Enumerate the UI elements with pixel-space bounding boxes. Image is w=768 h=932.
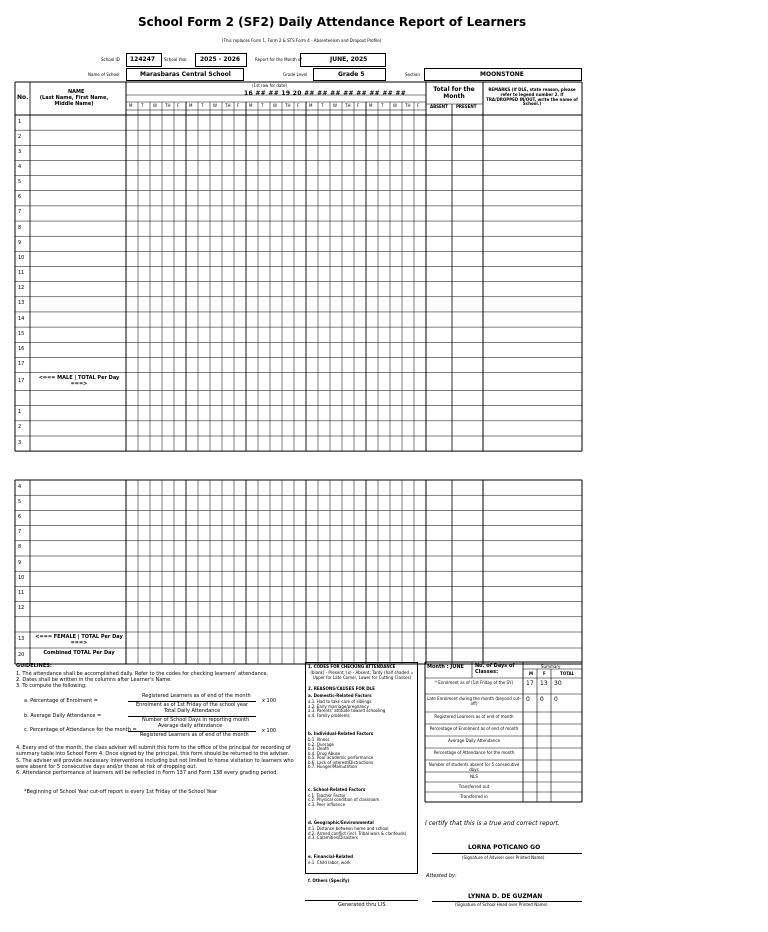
reason-item: c.1. Teacher Factor: [308, 792, 346, 798]
reason-item: b.2. Overage: [308, 741, 334, 747]
row-number: 11: [18, 270, 25, 277]
day-header-m: M: [129, 103, 133, 108]
summary-row-label: Percentage of Attendance for the month: [433, 750, 515, 755]
school-year-value: 2025 - 2026: [200, 56, 241, 63]
reason-group-heading: a. Domestic-Related Factors: [308, 693, 372, 698]
row-number: 9: [18, 239, 22, 246]
row-number: 12: [18, 285, 25, 292]
row-number: 10: [18, 574, 25, 581]
formula-c-x100: x 100: [262, 728, 277, 734]
formula-b-num: Total Daily Attendance: [164, 708, 221, 714]
report-month-value: JUNE, 2025: [330, 56, 368, 63]
row-number: 2: [18, 133, 22, 140]
row-number: 4: [18, 164, 22, 171]
generated-text: Generated thru LIS: [338, 902, 386, 908]
absent-header: ABSENT: [430, 104, 448, 109]
form-subtitle: (This replaces Form 1, Form 2 & STS Form 4 - Absenteeism and Dropout Profile): [222, 38, 382, 43]
row-number: 16: [18, 345, 25, 352]
reason-group-heading: d. Geographic/Environmental: [308, 820, 374, 825]
day-header-w: W: [213, 103, 217, 108]
adviser-line: [432, 853, 582, 854]
summary-total: TOTAL: [560, 671, 575, 676]
guideline-1: 1. The attendance shall be accomplished daily. Refer to the codes for checking learners' attendance.: [16, 671, 269, 677]
reason-item: e.1. Child labor, work: [308, 859, 351, 865]
formula-c-num: Average daily attendance: [158, 723, 223, 729]
day-header-w: W: [393, 103, 397, 108]
female-total-label: <=== FEMALE | TOTAL Per Day ===>: [35, 634, 123, 646]
row-number: 5: [18, 498, 22, 505]
formula-a-x100: x 100: [262, 698, 277, 704]
day-header-m: M: [369, 103, 373, 108]
guideline-footnote: *Beginning of School Year cut-off report is every 1st Friday of the School Year: [24, 789, 218, 795]
day-header-t: T: [381, 103, 384, 108]
total-month-header: Total for the Month: [433, 86, 475, 101]
guideline-5: 5. The adviser will provide necessary interventions including but not limited to home visitation to learners who were absent for 5 consecutive days and/or those at risk of dropping out.: [16, 758, 294, 770]
summary-value-m: 0: [526, 696, 530, 703]
reason-group-heading: f. Others (Specify): [308, 878, 350, 883]
row-number: 15: [18, 330, 25, 337]
day-header-t: T: [261, 103, 264, 108]
school-id-label: School ID: [101, 57, 120, 62]
row-number: 1: [18, 118, 22, 125]
combined-total-label: Combined TOTAL Per Day: [43, 650, 115, 656]
school-name-label: Name of School: [88, 72, 120, 77]
day-header-f: F: [237, 103, 240, 108]
summary-title: Summary: [541, 664, 561, 669]
section-value: MOONSTONE: [480, 71, 524, 78]
day-header-w: W: [273, 103, 277, 108]
summary-days-label: No. of Days of Classes:: [475, 663, 515, 675]
row-number: 12: [18, 605, 25, 612]
day-header-t: T: [141, 103, 144, 108]
summary-month: Month : JUNE: [427, 664, 464, 670]
reason-item: a.3. Parents' attitude toward schooling: [308, 708, 386, 713]
row-number: 10: [18, 254, 25, 261]
day-header-th: TH: [285, 103, 291, 108]
summary-row-label: Registered Learners as of end of month: [434, 714, 514, 719]
row-number: 2: [18, 424, 22, 431]
reason-item: c.2. Physical condition of classroom: [308, 797, 380, 802]
reason-item: b.3. Death: [308, 746, 329, 751]
report-month-label: Report for the Month of: [255, 57, 302, 62]
reason-group-heading: e. Financial-Related: [308, 853, 353, 859]
certify-text: I certify that this is a true and correct report.: [425, 820, 560, 827]
adviser-name: LORNA POTICANO GO: [468, 844, 541, 851]
grade-label: Grade Level: [283, 72, 308, 77]
reason-item: a.2. Early marriage/pregnancy: [308, 703, 369, 709]
row-number: 7: [18, 529, 22, 536]
row-number: 11: [18, 590, 25, 596]
formula-c-den: Registered Learners as of end of the month: [140, 732, 249, 738]
row-number: 3: [18, 148, 22, 155]
reason-item: b.5. Poor academic performance: [308, 755, 374, 760]
row-number: 1: [18, 409, 22, 416]
row-number: 13: [18, 300, 25, 307]
summary-value-t: 30: [554, 680, 562, 687]
summary-value-f: 13: [540, 680, 548, 687]
row-number: 8: [18, 544, 22, 551]
summary-row-label: Percentage of Enrolment as of end of month: [429, 726, 519, 731]
row-number: 20: [18, 652, 25, 658]
day-header-t: T: [321, 103, 324, 108]
day-header-f: F: [177, 103, 180, 108]
reason-item: a.4. Family problems: [308, 712, 350, 718]
reason-item: b.6. Lack of interest/Distractions: [308, 759, 374, 765]
guidelines-heading: GUIDELINES:: [16, 663, 52, 669]
summary-m: M: [529, 671, 533, 676]
row-number: 17: [18, 377, 25, 384]
reasons-heading: 2. REASONS/CAUSES FOR DLE: [308, 686, 375, 691]
school-id-value: 124247: [130, 56, 156, 63]
reason-item: d.3. Calamities/Disasters: [308, 835, 358, 840]
day-header-th: TH: [345, 103, 351, 108]
row-number: 4: [18, 483, 22, 490]
name-header: NAME: [68, 89, 85, 95]
day-header-m: M: [309, 103, 313, 108]
formula-b-label: b. Average Daily Attendance =: [24, 713, 102, 719]
reason-group-heading: b. Individual-Related Factors: [308, 731, 374, 736]
day-header-th: TH: [225, 103, 231, 108]
summary-f: F: [543, 671, 546, 676]
guideline-4: 4. Every end of the month, the class adviser will submit this form to the office of the principal for recording of summary table into School Form 4. Once signed by the principal, this form should be returned to the adviser.: [16, 745, 291, 757]
row-number: 5: [18, 179, 22, 186]
reason-group-heading: c. School-Related Factors: [308, 786, 366, 792]
attested-text: Attested by:: [426, 873, 457, 879]
day-header-f: F: [297, 103, 300, 108]
remarks-header: REMARKS (If DLE, state reason, please refer to legend number 2. If TRA/DROPPED IN/OUT, write the name of School.): [486, 87, 578, 107]
reason-item: b.1. Illness: [308, 737, 330, 742]
section-label: Section: [405, 72, 420, 77]
formula-a-num: Registered Learners as of end of the month: [142, 693, 251, 699]
day-header-th: TH: [405, 103, 411, 108]
day-header-m: M: [249, 103, 253, 108]
date-note: (1st row for date): [252, 83, 287, 88]
head-caption: (Signature of School Head over Printed Name): [455, 902, 548, 907]
summary-row-label: * Enrolment as of (1st Friday of the SY): [434, 680, 514, 685]
row-number: 6: [18, 194, 22, 201]
guideline-6: 6. Attendance performance of learners will be reflected in Form 137 and Form 138 every grading period.: [16, 770, 278, 776]
summary-value-f: 0: [540, 696, 544, 703]
row-number: 3: [18, 439, 22, 446]
day-header-t: T: [201, 103, 204, 108]
row-number: 14: [18, 315, 25, 322]
no-header: No.: [17, 94, 29, 101]
day-header-f: F: [357, 103, 360, 108]
summary-row-label: Transferred out: [458, 784, 490, 789]
formula-a-label: a. Percentage of Enrolment =: [24, 698, 98, 704]
name-subheader: (Last Name, First Name, Middle Name): [39, 95, 109, 107]
row-number: 13: [18, 636, 25, 642]
day-header-th: TH: [165, 103, 171, 108]
reason-item: b.7. Hunger/Malnutrition: [308, 764, 358, 769]
row-number: 6: [18, 514, 22, 520]
reason-item: d.2. Armed conflict (incl. Tribal wars & clanfeuds): [308, 830, 407, 836]
day-header-f: F: [417, 103, 420, 108]
summary-row-label: Transferred in: [460, 794, 488, 799]
adviser-caption: (Signature of Adviser over Printed Name): [462, 855, 545, 860]
formula-a-den: Enrolment as of 1st Friday of the school year: [136, 702, 249, 708]
day-header-m: M: [189, 103, 193, 108]
reason-item: b.4. Drug Abuse: [308, 750, 341, 756]
male-total-label: <=== MALE | TOTAL Per Day ===>: [38, 374, 120, 387]
summary-row-label: Average Daily Attendance: [447, 738, 501, 743]
reason-item: c.3. Peer influence: [308, 801, 346, 807]
school-year-label: School Year: [164, 57, 188, 62]
reason-item: a.1. Had to take care of siblings: [308, 699, 372, 704]
summary-row-label: Late Enrolment during the month (beyond cut-off): [427, 696, 521, 707]
guideline-2: 2. Dates shall be written in the columns after Learner's Name.: [16, 677, 172, 683]
date-row: 16 ## ## 19 20 ## ## ## ## ## ## ## ##: [244, 90, 407, 97]
summary-row-label: NLS: [470, 774, 478, 779]
reason-item: d.1. Distance between home and school: [308, 826, 389, 831]
summary-row-label: Number of students absent for 5 consecutive days: [428, 762, 520, 773]
day-header-w: W: [153, 103, 157, 108]
formula-c-label: c. Percentage of Attendance for the month =: [24, 727, 137, 733]
head-name: LYNNA D. DE GUZMAN: [468, 893, 543, 900]
summary-value-t: 0: [554, 696, 558, 703]
summary-value-m: 17: [526, 680, 534, 687]
row-number: 9: [18, 559, 22, 566]
row-number: 8: [18, 224, 22, 231]
row-number: 7: [18, 209, 22, 216]
codes-heading: 1. CODES FOR CHECKING ATTENDANCE: [308, 664, 396, 669]
row-number: 17: [18, 360, 25, 367]
grade-value: Grade 5: [338, 71, 365, 78]
form-title: School Form 2 (SF2) Daily Attendance Report of Learners: [138, 15, 527, 29]
codes-line: (blank) - Present; (x) - Absent; Tardy (half shaded = Upper for Late Comer, Lower for Cutting Classes): [310, 670, 414, 680]
formula-b-den: Number of School Days in reporting month: [142, 717, 250, 723]
present-header: PRESENT: [456, 104, 477, 109]
school-name-value: Marasbaras Central School: [140, 71, 231, 78]
guideline-3: 3. To compute the following:: [16, 683, 87, 689]
day-header-w: W: [333, 103, 337, 108]
